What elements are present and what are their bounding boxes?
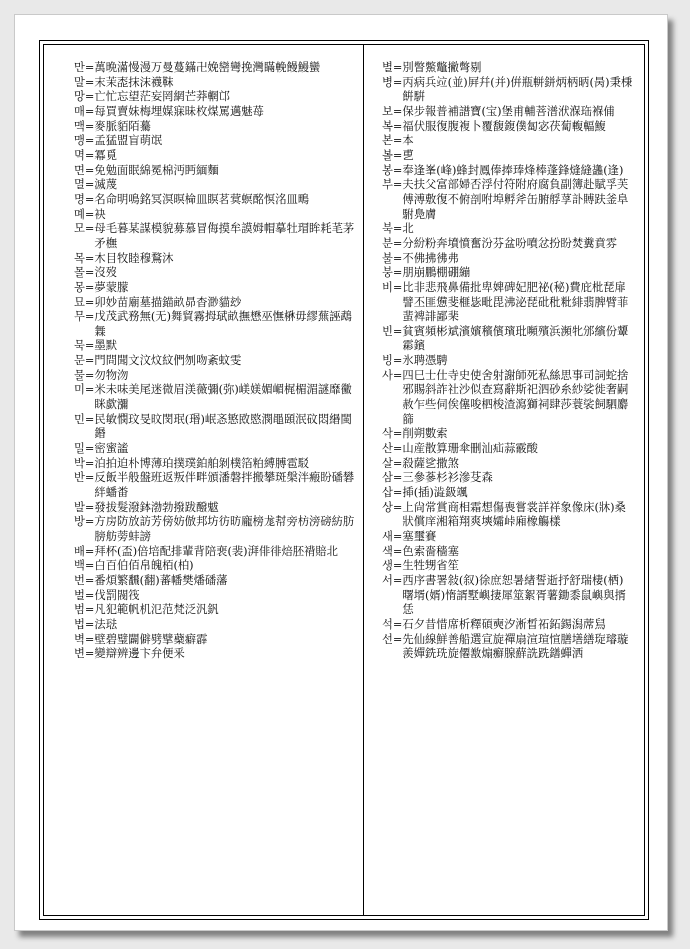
equals-sign: = [84,163,95,177]
hanja-entry [74,633,356,648]
hanja-entry [382,486,634,501]
equals-sign: = [84,573,95,587]
entry-reading: 묘 [74,295,85,309]
entry-characters: 亡忙忘望茫妄罔網芒莽輞邙 [94,90,230,104]
equals-sign: = [84,251,95,265]
hanja-entry [382,369,634,428]
outer-frame [39,40,649,920]
entry-characters: 拜杯(盃)倍培配排輩背陪裵(裴)湃俳徘焙胚褙賠北 [94,544,338,558]
entry-reading: 붕 [382,266,393,280]
entry-characters: 方房防放訪芳傍妨倣邦坊彷昉龐榜尨幇旁枋滂磅紡肪膀舫蒡蚌謗 [94,515,355,543]
entry-characters: 法琺 [94,617,117,631]
hanja-entry [74,354,356,369]
equals-sign: = [84,295,95,309]
entry-characters: 滅蔑 [94,178,117,192]
entry-reading: 변 [74,647,85,661]
entry-reading: 백 [74,559,85,573]
hanja-entry [382,222,634,237]
equals-sign: = [392,61,403,74]
entry-reading: 매 [74,104,85,118]
entry-characters: 色索嗇穡塞 [402,544,459,558]
entry-reading: 복 [382,119,393,133]
equals-sign: = [84,412,95,426]
entry-characters: 墨默 [94,339,117,353]
equals-sign: = [392,456,403,470]
entry-reading: 몽 [74,280,85,294]
entry-reading: 무 [74,310,85,324]
entry-reading: 북 [382,222,393,236]
entry-reading: 새 [382,530,393,543]
entry-characters: 變辯辨邊卞弁便釆 [94,647,185,661]
equals-sign: = [84,471,95,485]
entry-reading: 묵 [74,339,85,353]
entry-reading: 모 [74,222,85,236]
equals-sign: = [392,178,403,192]
entry-reading: 상 [382,500,393,514]
hanja-entry [382,457,634,472]
equals-sign: = [392,442,403,456]
entry-reading: 불 [382,251,393,265]
entry-reading: 미 [74,383,85,397]
equals-sign: = [392,500,403,514]
entry-reading: 발 [74,500,85,514]
equals-sign: = [84,61,95,74]
equals-sign: = [392,617,403,631]
entry-characters: 壁碧璧闢僻劈擘蘗癖霹 [94,632,208,646]
equals-sign: = [392,104,403,118]
entry-characters: 先仙線鮮善船選宣旋禪扇渲瑄愃膳墡繕琁璿璇羨嬋銑珗旋僊敾煽癬腺蘚詵跣鐥蟬洒 [402,632,629,661]
entry-reading: 본 [382,134,393,148]
hanja-entry [74,266,356,281]
hanja-entry [74,76,356,91]
entry-characters: 保步報普補譜寶(宝)堡甫輔菩潽洑湺珤褓俌 [402,104,615,118]
entry-reading: 방 [74,515,85,529]
equals-sign: = [84,632,95,646]
entry-characters: 末茉唜抹沫襪靺 [94,75,174,89]
equals-sign: = [84,148,95,162]
entry-characters: 別瞥鱉鼈撇彆剔 [402,61,482,74]
hanja-entry [74,149,356,164]
entry-reading: 석 [382,617,393,631]
entry-characters: 密蜜謐 [94,442,129,456]
entry-reading: 병 [382,75,393,89]
hanja-entry [382,545,634,560]
hanja-entry [74,134,356,149]
entry-characters: 勿物沕 [94,368,129,382]
entry-characters: 石夕昔惜席析釋碩奭汐淅晳祏鉐錫潟蓆舃 [402,617,606,631]
equals-sign: = [392,119,403,133]
hanja-entry [382,149,634,164]
entry-reading: 비 [382,280,393,294]
equals-sign: = [84,544,95,558]
hanja-entry [74,339,356,354]
equals-sign: = [84,280,95,294]
entry-characters: 三參蔘杉衫滲芟森 [402,471,493,485]
document-page [14,14,668,931]
entry-reading: 빈 [382,324,393,338]
entry-reading: 몌 [74,207,85,221]
column-divider [363,45,364,915]
hanja-entry [74,90,356,105]
entry-characters: 上尙常賞商相霜想傷喪嘗裳詳祥象像床(牀)桑狀償庠湘箱翔爽塽孀峠廂橡觴樣 [402,500,626,529]
entry-characters: 每買賣妹梅埋媒寐昧枚煤罵邁魅苺 [94,104,264,118]
equals-sign: = [392,148,403,162]
hanja-entry [74,61,356,76]
hanja-entry [382,120,634,135]
entry-characters: 沒歿 [94,266,117,280]
right-column [382,61,634,662]
equals-sign: = [392,222,403,236]
entry-characters: 凡犯範帆机氾范梵泛汎釩 [94,603,219,617]
hanja-entry [74,383,356,412]
hanja-entry [74,222,356,251]
entry-reading: 망 [74,90,85,104]
hanja-entry [74,559,356,574]
hanja-entry [74,501,356,516]
entry-characters: 西序書署敍(叙)徐庶恕暑緖誓逝抒舒瑞棲(栖)曙壻(婿)惰諝墅嶼捿犀筮絮胥薯鋤黍鼠嶼與揟恁 [402,573,626,617]
entry-characters: 揷(插)澁鈒颯 [402,486,468,500]
entry-characters: 北 [402,222,414,236]
entry-characters: 不佛拂彿弗 [402,251,459,265]
entry-reading: 삼 [382,471,393,485]
entry-characters: 朋崩鵬棚硼繃 [402,266,471,280]
entry-characters: 丙病兵竝(並)屛幷(并)倂瓶軿鉼炳柄昞(昺)秉棅餠騈 [402,75,633,104]
entry-reading: 벌 [74,588,85,602]
entry-reading: 맥 [74,119,85,133]
hanja-entry [74,296,356,311]
equals-sign: = [84,456,95,470]
entry-reading: 번 [74,573,85,587]
inner-frame [43,44,645,916]
entry-characters: 比非悲飛鼻備批卑婢碑妃肥祕(秘)費庇枇琵扉譬丕匪憊斐榧毖毗毘沸泌琵砒秕粃緋翡脾臂菲蜚裨誹鄙棐 [402,280,629,324]
equals-sign: = [392,530,403,543]
entry-characters: 門問聞文汶炆紋們刎吻紊蚊雯 [94,354,242,368]
entry-characters: 發拔髮潑鉢渤勃撥跋醱魃 [94,500,219,514]
entry-characters: 泊拍迫朴博薄珀撲璞鉑舶剝樸箔粕縛膊雹駁 [94,456,310,470]
equals-sign: = [84,266,95,280]
entry-reading: 물 [74,368,85,382]
equals-sign: = [84,647,95,661]
hanja-entry [382,281,634,325]
hanja-entry [74,603,356,618]
entry-characters: 冪覓 [94,148,117,162]
hanja-entry [382,266,634,281]
equals-sign: = [84,90,95,104]
hanja-entry [382,618,634,633]
entry-reading: 산 [382,442,393,456]
hanja-entry [382,76,634,105]
equals-sign: = [392,486,403,500]
equals-sign: = [84,588,95,602]
entry-reading: 분 [382,236,393,250]
equals-sign: = [84,515,95,529]
entry-reading: 사 [382,368,393,382]
hanja-entry [74,413,356,442]
equals-sign: = [392,544,403,558]
entry-reading: 빙 [382,354,393,368]
equals-sign: = [84,222,95,236]
hanja-entry [74,589,356,604]
entry-characters: 山産散算珊傘刪汕疝蒜霰酸 [402,442,538,456]
entry-reading: 멱 [74,148,85,162]
hanja-entry [382,559,634,574]
entry-characters: 福伏服復腹複卜覆馥鍑僕匐宓茯蔔輹輻鰒 [402,119,606,133]
entry-characters: 米未味美尾迷微眉渼薇彌(弥)嵄媄媚嵋梶楣湄謎靡黴眯歔瀰 [94,383,352,412]
equals-sign: = [392,266,403,280]
equals-sign: = [84,617,95,631]
hanja-entry [382,164,634,179]
entry-reading: 법 [74,617,85,631]
entry-reading: 색 [382,544,393,558]
entry-reading: 반 [74,471,85,485]
entry-characters: 卯妙苗廟墓描錨畝昴杳渺貓玅 [94,295,242,309]
hanja-entry [74,178,356,193]
entry-characters: 氷聘憑騁 [402,354,448,368]
entry-characters: 萬晩滿慢漫万曼蔓鏋卍娩巒彎挽灣瞞輓饅鰻蠻 [94,61,321,74]
hanja-entry [74,105,356,120]
hanja-entry [74,252,356,267]
equals-sign: = [392,324,403,338]
equals-sign: = [84,559,95,573]
hanja-entry [382,501,634,530]
entry-reading: 박 [74,456,85,470]
entry-reading: 봉 [382,163,393,177]
equals-sign: = [84,119,95,133]
equals-sign: = [84,442,95,456]
entry-reading: 삭 [382,427,393,441]
hanja-entry [74,515,356,544]
hanja-entry [382,442,634,457]
entry-reading: 배 [74,544,85,558]
entry-characters: 本 [402,134,414,148]
entry-reading: 벽 [74,632,85,646]
hanja-entry [382,237,634,252]
entry-reading: 몰 [74,266,85,280]
entry-characters: 削朔數索 [402,427,448,441]
equals-sign: = [84,339,95,353]
equals-sign: = [392,471,403,485]
hanja-entry [382,471,634,486]
entry-characters: 民敏憫玟旻旼閔珉(瑉)岷忞慜敃愍潣黽頣泯砇悶緡閩鍲 [94,412,352,441]
entry-reading: 선 [382,632,393,646]
hanja-entry [74,457,356,472]
hanja-entry [74,442,356,457]
hanja-entry [74,545,356,560]
hanja-entry [382,427,634,442]
hanja-entry [382,134,634,149]
hanja-entry [74,574,356,589]
hanja-entry [74,369,356,384]
entry-reading: 목 [74,251,85,265]
entry-reading: 말 [74,75,85,89]
equals-sign: = [84,134,95,148]
hanja-entry [74,471,356,500]
entry-reading: 별 [382,61,393,74]
entry-characters: 伐罰閥筏 [94,588,140,602]
entry-reading: 밀 [74,442,85,456]
entry-reading: 멸 [74,178,85,192]
equals-sign: = [392,559,403,573]
equals-sign: = [84,75,95,89]
entry-characters: 免勉面眠綿冕棉沔眄緬麵 [94,163,219,177]
entry-reading: 부 [382,178,393,192]
entry-characters: 戊茂武務無(无)舞貿霧拇珷畝撫懋巫憮楙毋繆蕪誣鵡橆 [94,310,352,338]
equals-sign: = [84,383,95,397]
equals-sign: = [84,207,95,221]
entry-characters: 木目牧睦穆鶩沐 [94,251,174,265]
equals-sign: = [84,368,95,382]
entry-characters: 夢蒙朦 [94,280,129,294]
equals-sign: = [392,427,403,441]
equals-sign: = [84,500,95,514]
entry-reading: 맹 [74,134,85,148]
entry-reading: 범 [74,603,85,617]
equals-sign: = [392,75,403,89]
hanja-entry [74,618,356,633]
hanja-entry [382,61,634,76]
entry-characters: 袂 [94,207,106,221]
equals-sign: = [84,178,95,192]
entry-characters: 貧賓頻彬斌濱嬪穦儐璸玭嚬殯浜瀕牝邠繽份顰霦鑌 [402,324,629,353]
entry-reading: 면 [74,163,85,177]
entry-characters: 反飯半般盤班返叛伴畔頒潘磐拌搬攀斑槃泮瘢盼磻礬絆蟠畨 [94,471,355,500]
equals-sign: = [392,134,403,148]
entry-characters: 乶 [402,148,414,162]
equals-sign: = [84,192,95,206]
entry-reading: 서 [382,573,393,587]
equals-sign: = [84,603,95,617]
equals-sign: = [392,632,403,646]
equals-sign: = [392,251,403,265]
hanja-entry [74,310,356,339]
hanja-entry [382,633,634,662]
equals-sign: = [392,280,403,294]
hanja-entry [74,281,356,296]
equals-sign: = [392,163,403,177]
entry-reading: 생 [382,559,393,573]
equals-sign: = [84,354,95,368]
equals-sign: = [392,573,403,587]
hanja-entry [382,530,634,545]
entry-reading: 삽 [382,486,393,500]
hanja-entry [382,354,634,369]
hanja-entry [74,208,356,223]
entry-characters: 奉逢峯(峰)蜂封鳳俸捧琫烽棒蓬鋒熢縫蠭(逢) [402,163,624,177]
entry-characters: 夫扶父富部婦否浮付符附府腐負副簿赴賦孚芙傅溥敷復不俯剖咐埠孵斧缶腑艀莩訃賻趺釜阜駙鳧膚 [402,178,629,221]
hanja-entry [382,178,634,222]
entry-reading: 명 [74,192,85,206]
left-column [74,61,356,662]
entry-characters: 麥脈貊陌驀 [94,119,151,133]
hanja-entry [382,105,634,120]
hanja-entry [74,120,356,135]
entry-reading: 살 [382,456,393,470]
hanja-entry [382,252,634,267]
entry-characters: 四巳士仕寺史使舍射謝師死私絲思事司詞蛇捨邪賜斜詐社沙似查寫辭斯祀泗砂糸紗娑徙奢嗣赦乍些伺俟僿唆柶梭渣瀉獅祠肆莎蓑裟飼駟麝篩 [402,368,629,426]
entry-reading: 볼 [382,148,393,162]
hanja-entry [74,164,356,179]
entry-reading: 민 [74,412,85,426]
entry-characters: 殺薩乷撒煞 [402,456,459,470]
entry-characters: 白百伯佰帛魄栢(柏) [94,559,194,573]
entry-reading: 만 [74,61,85,74]
hanja-entry [382,325,634,354]
entry-characters: 分紛粉奔墳憤奮汾芬盆吩噴忿扮盼焚糞賁雰 [402,236,618,250]
equals-sign: = [84,104,95,118]
entry-reading: 문 [74,354,85,368]
equals-sign: = [392,354,403,368]
entry-characters: 名命明鳴銘冥溟暝椧皿瞑茗蓂螟酩慏洺皿鴫 [94,192,310,206]
hanja-entry [74,193,356,208]
equals-sign: = [84,310,95,324]
entry-characters: 番煩繁飜(翻)蕃幡樊燔磻藩 [94,573,228,587]
hanja-entry [382,574,634,618]
equals-sign: = [392,236,403,250]
entry-characters: 生牲甥省笙 [402,559,459,573]
entry-characters: 母毛暮某謀模貌募慕冒侮摸牟謨姆帽摹牡瑁眸耗芼茅矛橅 [94,222,355,250]
entry-characters: 孟猛盟盲萌氓 [94,134,163,148]
equals-sign: = [392,368,403,382]
entry-reading: 보 [382,104,393,118]
entry-characters: 塞璽賽 [402,530,437,543]
hanja-entry [74,647,356,662]
